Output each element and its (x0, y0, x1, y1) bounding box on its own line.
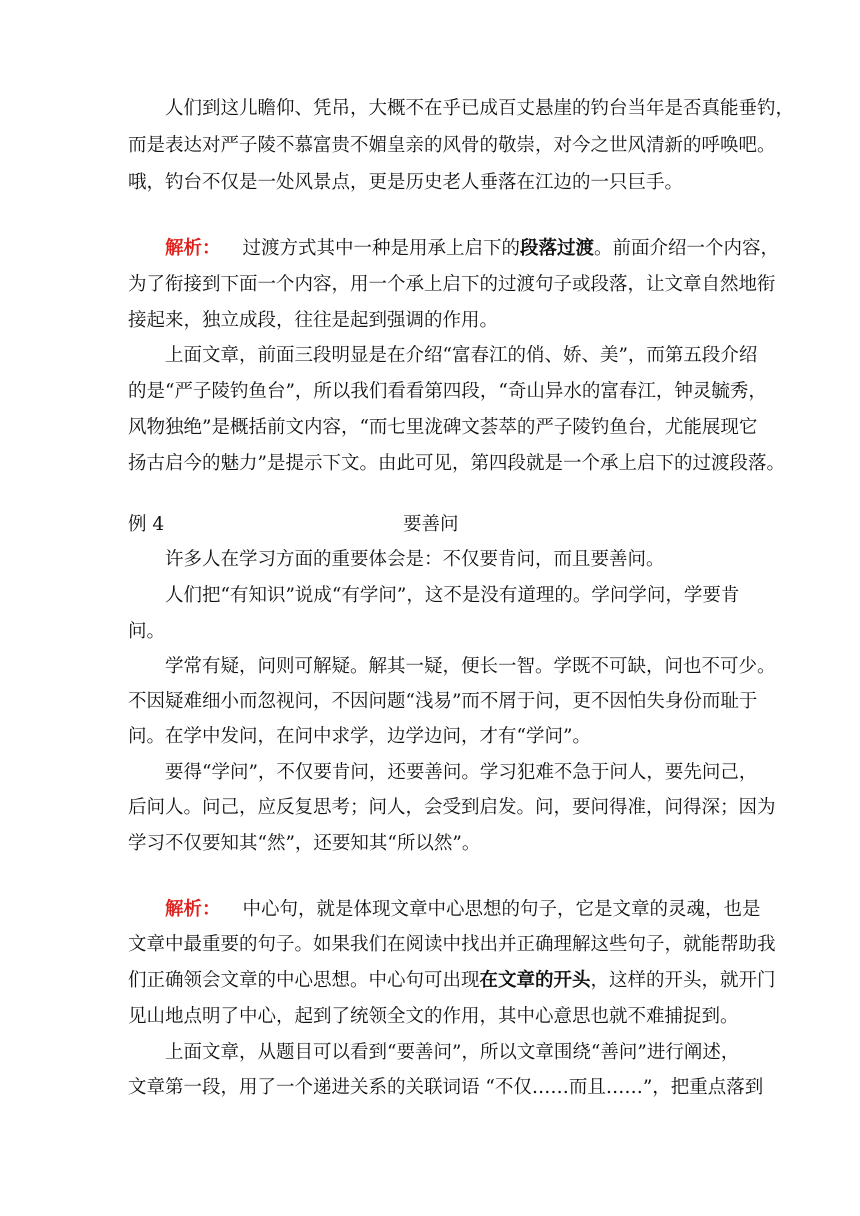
analysis-line: 的是“严子陵钓鱼台”，所以我们看看第四段，“奇山异水的富春江，钟灵毓秀， (128, 381, 767, 402)
analysis-line: 文章中最重要的句子。如果我们在阅读中找出并正确理解这些句子，就能帮助我 (128, 934, 776, 955)
analysis-line: 们正确领会文章的中心思想。中心句可出现在文章的开头，这样的开头，就开门 (128, 970, 776, 991)
paragraph-line: 哦，钓台不仅是一处风景点，更是历史老人垂落在江边的一只巨手。 (128, 172, 684, 193)
paragraph-line: 学习不仅要知其“然”，还要知其“所以然”。 (128, 833, 481, 854)
analysis-line: 文章第一段，用了一个递进关系的关联词语 “不仅……而且……”，把重点落到 (128, 1077, 764, 1098)
analysis-line: 解析： 中心句，就是体现文章中心思想的句子，它是文章的灵魂，也是 (165, 899, 761, 920)
paragraph-line: 而是表达对严子陵不慕富贵不媚皇亲的风骨的敬崇，对今之世风清新的呼唤吧。 (128, 135, 776, 156)
example-title: 要善问 (403, 514, 459, 535)
analysis-line: 上面文章，前面三段明显是在介绍“富春江的俏、娇、美”，而第五段介绍 (165, 345, 758, 366)
analysis-line: 接起来，独立成段，往往是起到强调的作用。 (128, 310, 499, 331)
paragraph-line: 许多人在学习方面的重要体会是：不仅要肯问，而且要善问。 (165, 549, 665, 570)
paragraph-line: 要得“学问”，不仅要肯问，还要善问。学习犯难不急于问人，要先问己， (165, 762, 758, 783)
paragraph-line: 不因疑难细小而忽视问，不因问题“浅易”而不屑于问，更不因怕失身份而耻于 (128, 691, 758, 712)
emphasis-text: 在文章的开头 (479, 970, 591, 991)
analysis-line: 为了衔接到下面一个内容，用一个承上启下的过渡句子或段落，让文章自然地衔 (128, 274, 776, 295)
paragraph-line: 后问人。问己，应反复思考；问人，会受到启发。问，要问得准，问得深；因为 (128, 797, 776, 818)
analysis-line: 见山地点明了中心，起到了统领全文的作用，其中心意思也就不难捕捉到。 (128, 1006, 739, 1027)
analysis-line: 解析： 过渡方式其中一种是用承上启下的段落过渡。前面介绍一个内容， (165, 238, 780, 259)
paragraph-line: 人们把“有知识”说成“有学问”，这不是没有道理的。学问学问，学要肯 (165, 585, 740, 606)
example-label: 例 4 (128, 514, 165, 535)
analysis-label: 解析： (165, 899, 221, 920)
paragraph-line: 问。在学中发问，在问中求学，边学边问，才有“学问”。 (128, 726, 591, 747)
paragraph-line: 学常有疑，问则可解疑。解其一疑，便长一智。学既不可缺，问也不可少。 (165, 656, 776, 677)
paragraph-line: 人们到这儿瞻仰、凭吊，大概不在乎已成百丈悬崖的钓台当年是否真能垂钓， (165, 98, 795, 119)
analysis-line: 上面文章，从题目可以看到“要善问”，所以文章围绕“善问”进行阐述， (165, 1042, 740, 1063)
analysis-label: 解析： (165, 238, 221, 259)
analysis-line: 风物独绝”是概括前文内容，“而七里泷碑文荟萃的严子陵钓鱼台，尤能展现它 (128, 417, 758, 438)
paragraph-line: 问。 (128, 621, 166, 642)
emphasis-text: 段落过渡 (520, 238, 595, 259)
analysis-line: 扬古启今的魅力”是提示下文。由此可见，第四段就是一个承上启下的过渡段落。 (128, 453, 785, 474)
